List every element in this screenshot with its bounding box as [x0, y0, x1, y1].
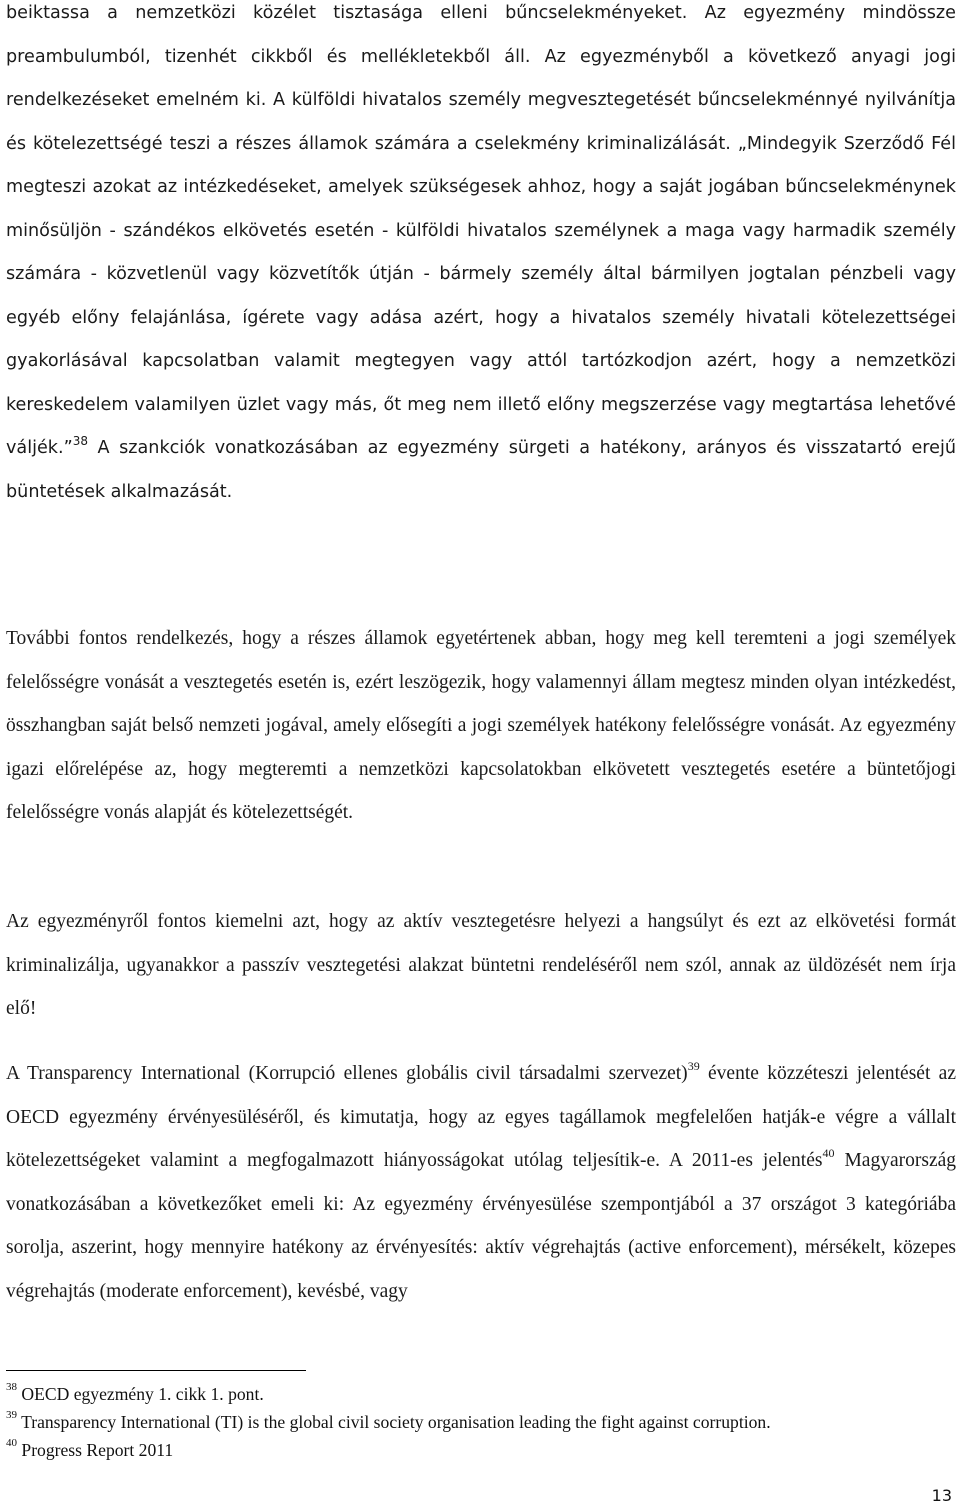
footnote-ref-39: 39	[687, 1058, 700, 1073]
paragraph-text: évente közzéteszi jelentését az OECD egyezmény érvényesüléséről, és kimutatja, hogy az egyes tagállamok megfelelően hatják-e végre a vállalt kötelezettségeket valamint a megfogalmazott hiányosságokat utólag teljesítik-e. A 2011-es jelentés	[6, 1063, 956, 1171]
paragraph-text: A szankciók vonatkozásában az egyezmény sürgeti a hatékony, arányos és visszatartó erejű büntetések alkalmazását.	[6, 438, 956, 503]
footnote-40	[6, 1437, 174, 1461]
paragraph-transparency-international	[6, 1052, 956, 1313]
paragraph-text: A Transparency International (Korrupció ellenes globális civil társadalmi szervezet)	[6, 1063, 688, 1084]
footnote-separator	[6, 1370, 306, 1371]
footnote-ref-38: 38	[72, 433, 88, 448]
paragraph-legal-persons	[6, 617, 956, 835]
footnote-number: 40	[6, 1437, 17, 1450]
paragraph-oecd-convention	[6, 0, 956, 515]
paragraph-active-bribery	[6, 900, 956, 1031]
footnote-39	[6, 1409, 771, 1433]
page-number: 13	[931, 1486, 952, 1505]
paragraph-text: Az egyezményről fontos kiemelni azt, hogy az aktív vesztegetésre helyezi a hangsúlyt és ezt az elkövetési formát kriminalizálja, ugyanakkor a passzív vesztegetési alakzat büntetni rendeléséről nem szól, annak az üldözését nem írja elő!	[6, 911, 956, 1019]
paragraph-text: beiktassa a nemzetközi közélet tisztasága elleni bűncselekményeket. Az egyezmény mindössze preambulumból, tizenhét cikkből és mellékletekből áll. Az egyezményből a következő anyagi jogi rendelkezéseket emelném ki. A külföldi hivatalos személy megvesztegetését bűncselekménnyé nyilvánítja és kötelezettségé teszi a részes államok számára a cselekmény kriminalizálását. „Mindegyik Szerződő Fél megteszi azokat az intézkedéseket, amelyek szükségesek ahhoz, hogy a saját jogában bűncselekménynek minősüljön - szándékos elkövetés esetén - külföldi hivatalos személynek a maga vagy harmadik személy számára - közvetlenül vagy közvetítők útján - bármely személy által bármilyen jogtalan pénzbeli vagy egyéb előny felajánlása, ígérete vagy adása azért, hogy a hivatalos személy hivatali kötelezettségei gyakorlásával kapcsolatban valamit megtegyen vagy attól tartózkodjon azért, hogy a nemzetközi kereskedelem valamilyen üzlet vagy más, őt meg nem illető előny megszerzése vagy megtartása lehetővé váljék.”	[6, 3, 956, 459]
footnote-number: 38	[6, 1381, 17, 1394]
paragraph-text: Magyarország vonatkozásában a következőket emeli ki: Az egyezmény érvényesülése szempontjából a 37 országot 3 kategóriába sorolja, aszerint, hogy mennyire hatékony az érvényesítés: aktív végrehajtás (active enforcement), mérsékelt, közepes végrehajtás (moderate enforcement), kevésbé, vagy	[6, 1150, 956, 1302]
footnote-text: OECD egyezmény 1. cikk 1. pont.	[21, 1384, 264, 1404]
footnote-ref-40: 40	[822, 1145, 835, 1160]
footnote-text: Transparency International (TI) is the global civil society organisation leading the fight against corruption.	[21, 1412, 771, 1432]
footnote-number: 39	[6, 1409, 17, 1422]
paragraph-text: További fontos rendelkezés, hogy a részes államok egyetértenek abban, hogy meg kell teremteni a jogi személyek felelősségre vonását a vesztegetés esetén is, ezért leszögezik, hogy valamennyi állam megtesz minden olyan intézkedést, összhangban saját belső nemzeti jogával, amely elősegíti a jogi személyek hatékony felelősségre vonását. Az egyezmény igazi előrelépése az, hogy megteremti a nemzetközi kapcsolatokban elkövetett vesztegetés esetére a büntetőjogi felelősségre vonás alapját és kötelezettségét.	[6, 628, 956, 823]
footnote-text: Progress Report 2011	[21, 1440, 174, 1460]
footnote-38	[6, 1381, 264, 1405]
